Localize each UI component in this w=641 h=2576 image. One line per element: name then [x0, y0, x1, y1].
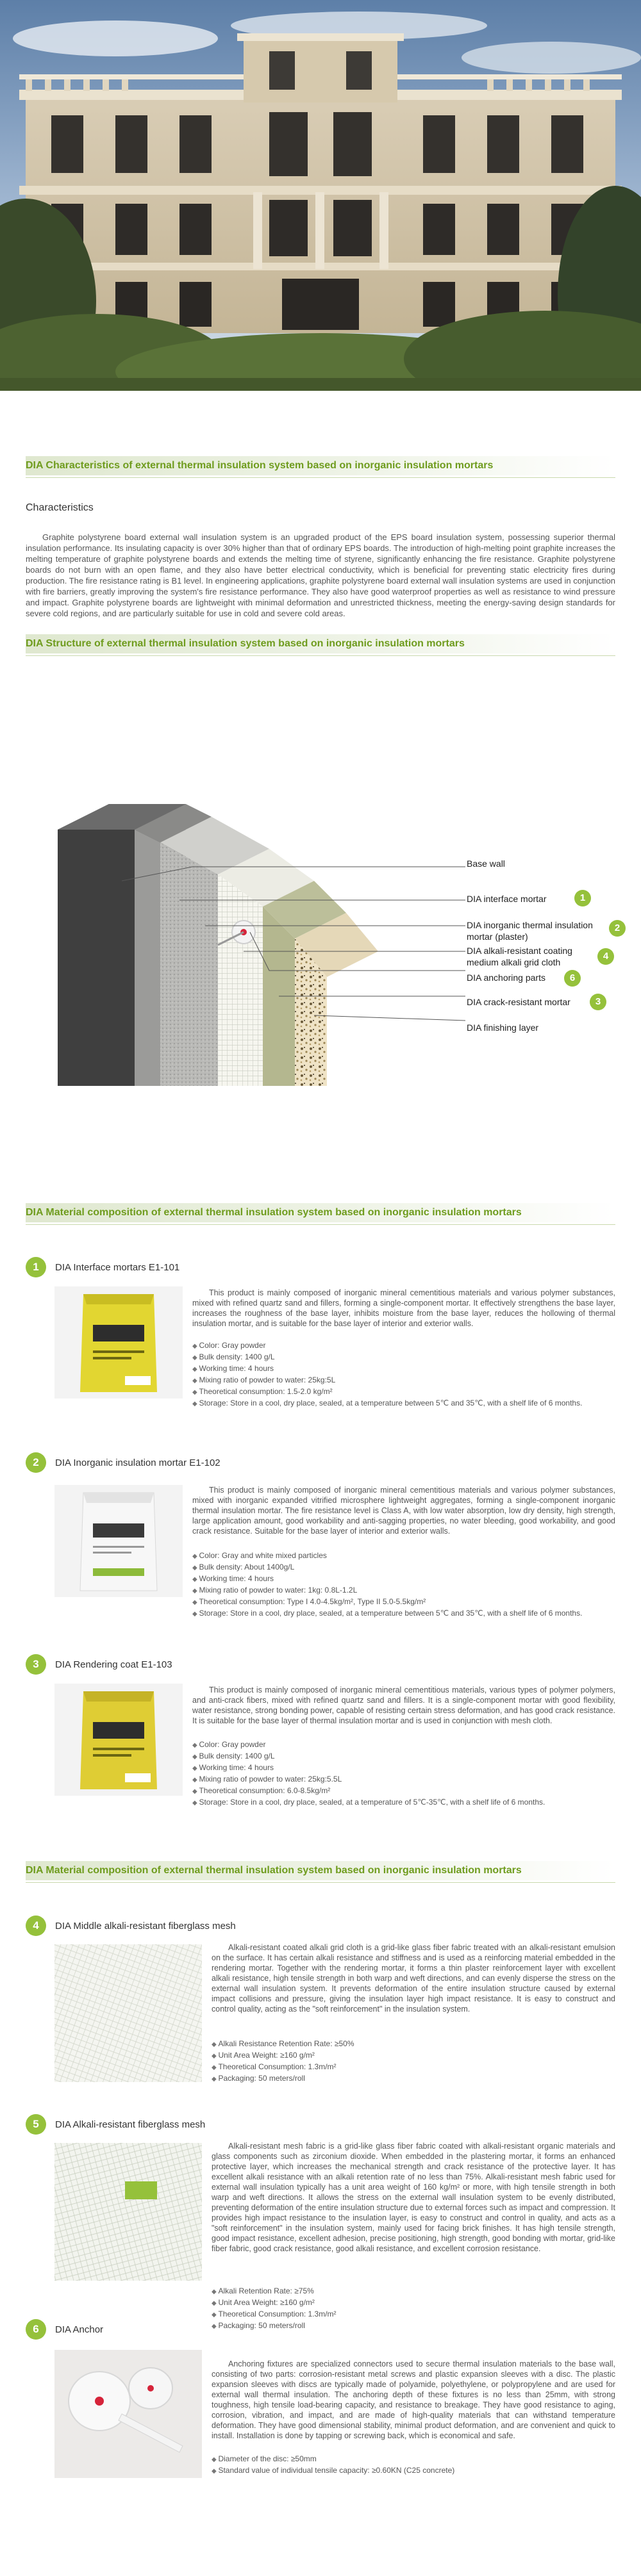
product-title: DIA Inorganic insulation mortar E1-102 [55, 1457, 221, 1468]
mesh-roll-image [54, 2143, 202, 2281]
label-finishing-layer: DIA finishing layer [467, 1022, 539, 1033]
spec-item: ◆ Mixing ratio of powder to water: 1kg: 0.8L-1.2L [192, 1585, 615, 1596]
spec-item: ◆ Theoretical consumption: Type I 4.0-4.5kg/m², Type II 5.0-5.5kg/m² [192, 1596, 615, 1608]
product-bag-image [54, 1684, 183, 1796]
product-description: This product is mainly composed of inorganic mineral cementitious materials, various types of polymer polymers, and anti-crack fibers, mixed with refined quartz sand and fillers. It is a single-component mortar with good flexibility, water resistance, strong bonding power, capable of resisting certain stress deformation, and has good crack resistance. It is suitable for the base layer of thermal insulation mortar and is used in conjunction with mesh cloth. [192, 1686, 615, 1725]
product-spec-list [212, 2286, 615, 2332]
section-heading-structure [26, 634, 615, 656]
spec-item: ◆ Storage: Store in a cool, dry place, sealed, at a temperature between 5℃ and 35℃, with a shelf life of 6 months. [192, 1398, 615, 1409]
characteristics-subtitle: Characteristics [26, 502, 94, 513]
hero-villa-image [0, 0, 641, 391]
spec-item: ◆ Storage: Store in a cool, dry place, sealed, at a temperature of 5℃-35℃, with a shelf life of 6 months. [192, 1797, 615, 1809]
product-description: Anchoring fixtures are specialized connectors used to secure thermal insulation materials to the base wall, consisting of two parts: corrosion-resistant metal screws and plastic expansion sleeves with a disc. The plastic expansion sleeves with discs are typically made of polyamide, polyethylene, or polypropylene and are used for external wall thermal insulation. The anchoring depth of these fixtures is no less than 25mm, with strong toughness, high tensile load-bearing capacity, and resistance to breakage. They have good resistance to aging, corrosion, vibration, and impact, and are made of high-quality materials that can withstand temperature deformation. They have good dimensional stability, minimal product deformation, and are convenient and quick to install. Installation is done by tapping or screwing back, which is economical and safe. [212, 2359, 615, 2440]
product-number-badge: 6 [26, 2319, 46, 2340]
characteristics-paragraph: Graphite polystyrene board external wall insulation system is an upgraded product of the EPS board insulation system, possessing superior thermal insulation performance. Its insulating capacity is over 30% higher than that of ordinary EPS boards. The introduction of high-melting point graphite increases the melting temperature of graphite polystyrene boards and extends the melting time of styrene, significantly enhancing the fire resistance. Graphite polystyrene boards do not burn with an open flame, and they also have better electrical conductivity, which is beneficial for preventing static electricity fires during production. The fire resistance rating is B1 level. In engineering applications, graphite polystyrene board external wall insulation systems are used in conjunction with fire barriers, greatly improving the system's fire resistance performance. They also have good waterproof properties as well as resistance to wind pressure and impact. Graphite polystyrene boards are lightweight with minimal deformation and unrestricted thickness, meeting the energy-saving design standards for severe cold regions, and are particularly suitable for use in cold and severe cold areas. [26, 532, 615, 618]
spec-item: ◆ Bulk density: 1400 g/L [192, 1751, 615, 1762]
spec-item: ◆ Bulk density: 1400 g/L [192, 1352, 615, 1363]
spec-item: ◆ Theoretical Consumption: 1.3m/m² [212, 2062, 615, 2073]
spec-item: ◆ Color: Gray powder [192, 1739, 615, 1751]
spec-item: ◆ Mixing ratio of powder to water: 25kg:5.5L [192, 1774, 615, 1785]
layer-number-badge: 1 [574, 890, 591, 907]
product-title: DIA Interface mortars E1-101 [55, 1262, 180, 1273]
product-bag-image [54, 1485, 183, 1597]
section-title: DIA Characteristics of external thermal insulation system based on inorganic insulation mortars [26, 460, 494, 471]
product-description: Alkali-resistant mesh fabric is a grid-like glass fiber fabric coated with alkali-resistant organic materials and glass components such as zirconium dioxide. When embedded in the plastering mortar, it forms an enhanced protective layer, which increases the mechanical strength and crack resistance of the protective layer. It has excellent alkali resistance with an alkali retention rate of no less than 75%. Alkali-resistant mesh fabric used for external wall insulation typically has a unit area weight of 160 kg/m² or more, with high tensile strength in both warp and weft directions. It allows the stress on the external wall insulation system to be evenly distributed, preventing deformation of the entire insulation structure due to external forces such as impact and compression. It provides high impact resistance to the insulation layer, is easy to construct and control in quality, and acts as a "soft reinforcement" in the insulation system, mainly used for facing brick finishes. It has high tensile strength, good impact resistance, excellent adhesion, precise positioning, high strength, good bonding with mortar, grid-like fiber fabric, good crack resistance, good alkali resistance, and excellent corrosion resistance. [212, 2142, 615, 2253]
product-title: DIA Anchor [55, 2324, 104, 2335]
diagram-leader-lines [58, 804, 468, 1086]
spec-item: ◆ Packaging: 50 meters/roll [212, 2073, 615, 2085]
product-title: DIA Rendering coat E1-103 [55, 1659, 172, 1670]
product-number-badge: 5 [26, 2114, 46, 2135]
label-grid-cloth-line2: medium alkali grid cloth [467, 957, 561, 967]
spec-item: ◆ Packaging: 50 meters/roll [212, 2320, 615, 2332]
label-grid-cloth: DIA alkali-resistant coating [467, 946, 572, 956]
mesh-roll-image [54, 1944, 202, 2082]
product-bag-image [54, 1286, 183, 1399]
product-number-badge: 3 [26, 1654, 46, 1675]
label-anchoring-parts: DIA anchoring parts [467, 972, 545, 983]
spec-item: ◆ Theoretical consumption: 1.5-2.0 kg/m² [192, 1386, 615, 1398]
spec-item: ◆ Storage: Store in a cool, dry place, sealed, at a temperature between 5℃ and 35℃, with a shelf life of 6 months. [192, 1608, 615, 1620]
spec-item: ◆ Unit Area Weight: ≥160 g/m² [212, 2297, 615, 2309]
layer-number-badge: 2 [609, 920, 626, 937]
product-title: DIA Alkali-resistant fiberglass mesh [55, 2119, 206, 2130]
label-interface-mortar: DIA interface mortar [467, 894, 547, 904]
product-description: This product is mainly composed of inorganic mineral cementitious materials and various polymer substances, mixed with refined quartz sand and fillers, forming a single-component mortar. It effectively strengthens the base layer, increases the roughness of the base layer, inhibits moisture from the base layer, reduces the hollowing of thermal insulation mortar, and is suitable for the base layer of interior and exterior walls. [192, 1288, 615, 1328]
product-title: DIA Middle alkali-resistant fiberglass mesh [55, 1921, 236, 1932]
layer-number-badge: 3 [590, 994, 606, 1010]
product-number-badge: 1 [26, 1257, 46, 1277]
section-heading-material-1 [26, 1203, 615, 1225]
spec-item: ◆ Alkali Retention Rate: ≥75% [212, 2286, 615, 2297]
spec-item: ◆ Working time: 4 hours [192, 1573, 615, 1585]
section-heading-material-2 [26, 1861, 615, 1883]
product-number-badge: 4 [26, 1916, 46, 1936]
spec-item: ◆ Bulk density: About 1400g/L [192, 1562, 615, 1573]
spec-item: ◆ Color: Gray powder [192, 1340, 615, 1352]
label-insulation-mortar: DIA inorganic thermal insulation [467, 920, 593, 930]
section-heading-characteristics [26, 456, 615, 478]
product-spec-list [212, 2039, 615, 2085]
spec-item: ◆ Color: Gray and white mixed particles [192, 1550, 615, 1562]
product-description: This product is mainly composed of inorganic mineral cementitious materials and various polymer substances, mixed with inorganic expanded vitrified microsphere lightweight aggregates, forming a single-component inorganic thermal insulation mortar. The fire resistance level is Class A, with low water absorption, low dry density, high strength, large application amount, good workability and anti-sagging properties, no water bleeding, good workability, and good crack resistance. Suitable for the base layer of interior and exterior walls. [192, 1486, 615, 1536]
product-spec-list [192, 1550, 615, 1620]
product-description: Alkali-resistant coated alkali grid cloth is a grid-like glass fiber fabric treated with an alkali-resistant emulsion on the surface. It has certain alkali resistance and stiffness and is used as a reinforcing material embedded in the rendering mortar. Together with the rendering mortar, it forms a thin plaster reinforcement layer with excellent alkali resistance, high tensile strength in both warp and weft directions, and can evenly disperse the stress on the external wall insulation system. It prevents deformation of the entire insulation structure caused by external impact collisions and pressure, giving the insulation layer high impact resistance. It is easy to construct and control quality, acting as the "soft reinforcement" in the insulation system. [212, 1943, 615, 2014]
spec-item: ◆ Theoretical consumption: 6.0-8.5kg/m² [192, 1785, 615, 1797]
anchor-image [54, 2350, 202, 2478]
label-base-wall: Base wall [467, 858, 505, 869]
spec-item: ◆ Unit Area Weight: ≥160 g/m² [212, 2050, 615, 2062]
spec-item: ◆ Theoretical Consumption: 1.3m/m² [212, 2309, 615, 2320]
section-title: DIA Structure of external thermal insulation system based on inorganic insulation mortars [26, 638, 465, 649]
spec-item: ◆ Diameter of the disc: ≥50mm [212, 2454, 615, 2465]
label-crack-resistant-mortar: DIA crack-resistant mortar [467, 997, 570, 1007]
spec-item: ◆ Mixing ratio of powder to water: 25kg:5L [192, 1375, 615, 1386]
section-title: DIA Material composition of external thermal insulation system based on inorganic insulation mortars [26, 1865, 522, 1876]
layer-number-badge: 6 [564, 970, 581, 987]
spec-item: ◆ Standard value of individual tensile capacity: ≥0.60KN (C25 concrete) [212, 2465, 615, 2477]
product-spec-list [192, 1739, 615, 1809]
section-title: DIA Material composition of external thermal insulation system based on inorganic insulation mortars [26, 1207, 522, 1218]
spec-item: ◆ Alkali Resistance Retention Rate: ≥50% [212, 2039, 615, 2050]
label-insulation-mortar-line2: mortar (plaster) [467, 931, 528, 942]
spec-item: ◆ Working time: 4 hours [192, 1363, 615, 1375]
product-number-badge: 2 [26, 1452, 46, 1473]
spec-item: ◆ Working time: 4 hours [192, 1762, 615, 1774]
product-spec-list [192, 1340, 615, 1409]
product-spec-list [212, 2454, 615, 2477]
layer-number-badge: 4 [597, 948, 614, 965]
